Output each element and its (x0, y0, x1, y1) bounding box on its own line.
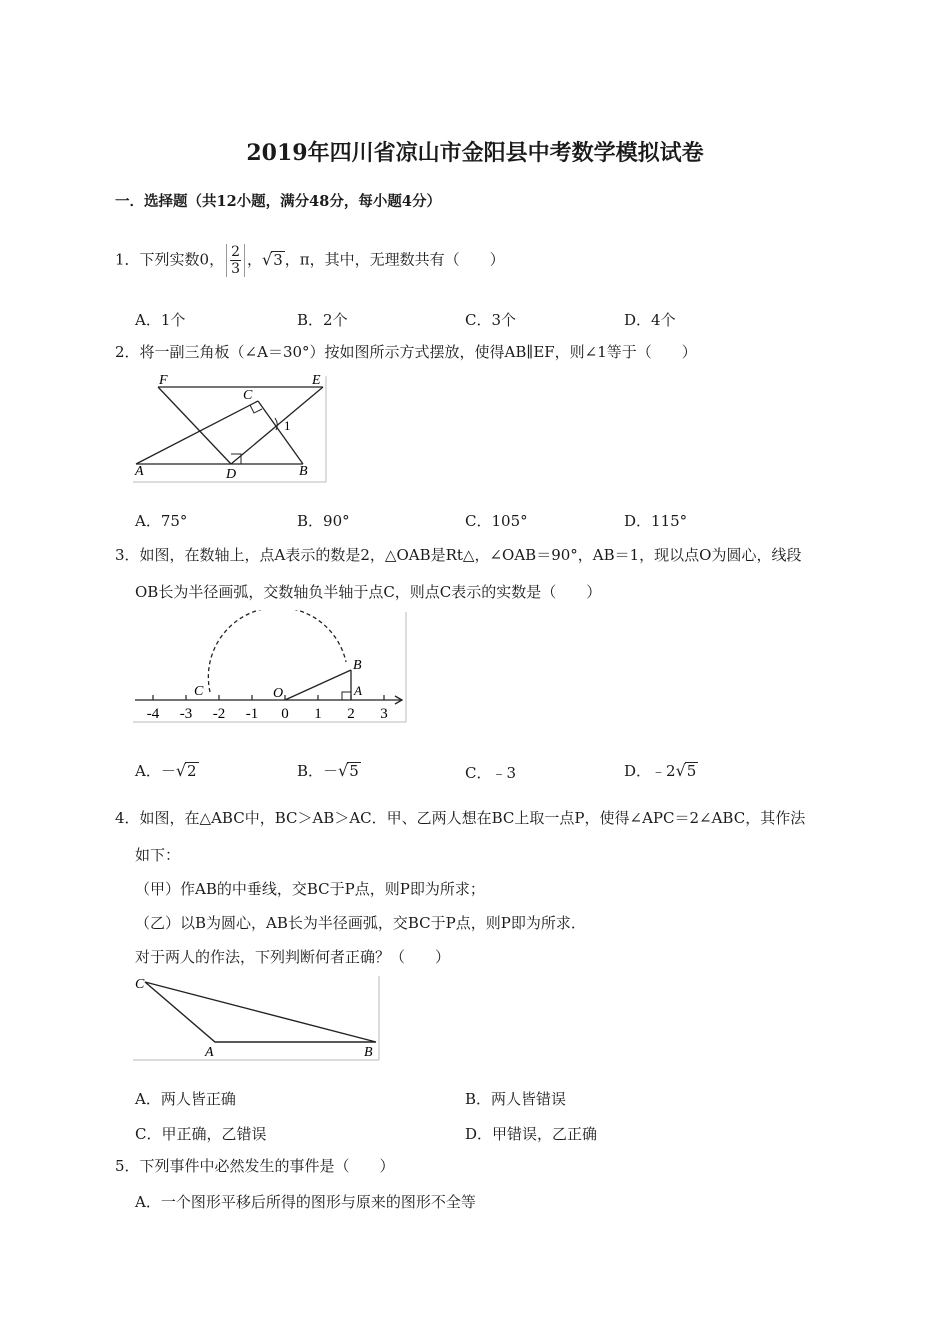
q2-option-c: C．105° (465, 512, 528, 530)
q2-option-d: D．115° (624, 512, 688, 530)
sqrt-symbol: √ (675, 761, 686, 780)
angle-1-arc (275, 418, 277, 430)
right-angle-a (342, 692, 351, 700)
question-4-line-3: （甲）作AB的中垂线，交BC于P点，则P即为所求； (135, 880, 485, 898)
section-heading: 一．选择题（共12小题，满分48分，每小题4分） (115, 193, 441, 210)
label-b: B (364, 1045, 373, 1060)
q3-option-a (135, 760, 199, 781)
label-c: C (135, 977, 145, 992)
q3-option-c: C．﹣3 (465, 764, 517, 782)
label-d: D (226, 467, 237, 482)
q1-option-a: A．1个 (135, 311, 186, 329)
q3-option-a-radicand: 2 (187, 762, 197, 780)
q1-comma: ， (247, 250, 263, 269)
q4-option-c: C．甲正确，乙错误 (135, 1125, 267, 1143)
question-3-line-1: 3．如图，在数轴上，点A表示的数是2，△OAB是Rt△，∠OAB＝90°，AB＝1，现以点O为圆心，线段 (115, 546, 802, 564)
q3-option-b-radicand: 5 (349, 762, 359, 780)
label-b: B (353, 658, 362, 673)
q1-text-pre: 下列实数0， (139, 250, 225, 269)
label-e: E (312, 373, 321, 388)
tick-label: 0 (281, 706, 289, 722)
tick-label: -1 (245, 706, 259, 722)
label-a: A (205, 1045, 214, 1060)
q3-option-d-radicand: 5 (686, 762, 697, 780)
sqrt-symbol: √ (338, 761, 349, 780)
q1-option-d: D．4个 (624, 311, 676, 329)
q5-option-a: A．一个图形平移后所得的图形与原来的图形不全等 (135, 1193, 476, 1211)
question-3-line-2: OB长为半径画弧，交数轴负半轴于点C，则点C表示的实数是（ ） (135, 583, 602, 601)
q3-option-d-label: D．﹣2 (624, 762, 676, 780)
line-cb (258, 401, 303, 464)
dashed-arc (208, 610, 346, 692)
q1-option-c: C．3个 (465, 311, 517, 329)
triangle-abc (145, 982, 376, 1042)
label-b: B (299, 464, 308, 479)
tick-label: -4 (146, 706, 160, 722)
q2-option-b: B．90° (297, 512, 350, 530)
q4-triangle-figure (133, 972, 383, 1064)
label-f: F (159, 373, 168, 388)
label-c: C (194, 684, 204, 699)
q4-option-d: D．甲错误，乙正确 (465, 1125, 598, 1143)
tick-label: -3 (179, 706, 193, 722)
label-c: C (243, 388, 253, 403)
q3-option-b (297, 760, 361, 781)
q1-fraction (226, 244, 245, 277)
label-angle-1: 1 (284, 418, 291, 433)
q3-option-a-label: A．－ (135, 762, 176, 780)
q3-number-line-figure (133, 610, 409, 726)
line-fd (158, 387, 231, 464)
sqrt-symbol: √ (175, 761, 187, 780)
line-ac (136, 401, 258, 464)
q4-option-b: B．两人皆错误 (465, 1090, 567, 1108)
q1-text-post: ，π，其中，无理数共有（ ） (284, 250, 505, 269)
right-angle-c (250, 405, 262, 413)
q1-fraction-numerator: 2 (231, 244, 241, 260)
q4-option-a: A．两人皆正确 (135, 1090, 236, 1108)
question-2-text: 2．将一副三角板（∠A＝30°）按如图所示方式摆放，使得AB∥EF，则∠1等于（ ） (115, 343, 697, 361)
q2-option-a: A．75° (135, 512, 188, 530)
q2-figure (133, 368, 333, 484)
q1-option-b: B．2个 (297, 311, 348, 329)
tick-label: -2 (212, 706, 226, 722)
tick-label: 1 (314, 706, 322, 722)
question-4-line-5: 对于两人的作法，下列判断何者正确？（ ） (135, 948, 451, 966)
tick-label: 3 (380, 706, 388, 722)
tick-labels (147, 706, 388, 722)
label-o: O (273, 686, 284, 701)
question-1 (115, 244, 505, 277)
tick-marks (153, 695, 384, 700)
question-5-text: 5．下列事件中必然发生的事件是（ ） (115, 1157, 395, 1175)
q1-sqrt-radicand: 3 (273, 250, 283, 269)
sqrt-symbol: √ (262, 249, 273, 269)
question-4-line-4: （乙）以B为圆心，AB长为半径画弧，交BC于P点，则P即为所求． (135, 914, 586, 932)
q1-number: 1． (115, 250, 140, 269)
label-a: A (354, 683, 362, 698)
q3-option-b-label: B．－ (297, 762, 339, 780)
question-4-line-2: 如下： (135, 846, 181, 864)
page-title: 2019年四川省凉山市金阳县中考数学模拟试卷 (246, 140, 704, 166)
q1-fraction-denominator: 3 (231, 261, 241, 277)
tick-label: 2 (347, 706, 355, 722)
question-4-line-1: 4．如图，在△ABC中，BC＞AB＞AC．甲、乙两人想在BC上取一点P，使得∠APC＝2∠ABC，其作法 (115, 809, 806, 827)
label-a: A (135, 464, 144, 479)
q3-option-d (624, 760, 698, 781)
